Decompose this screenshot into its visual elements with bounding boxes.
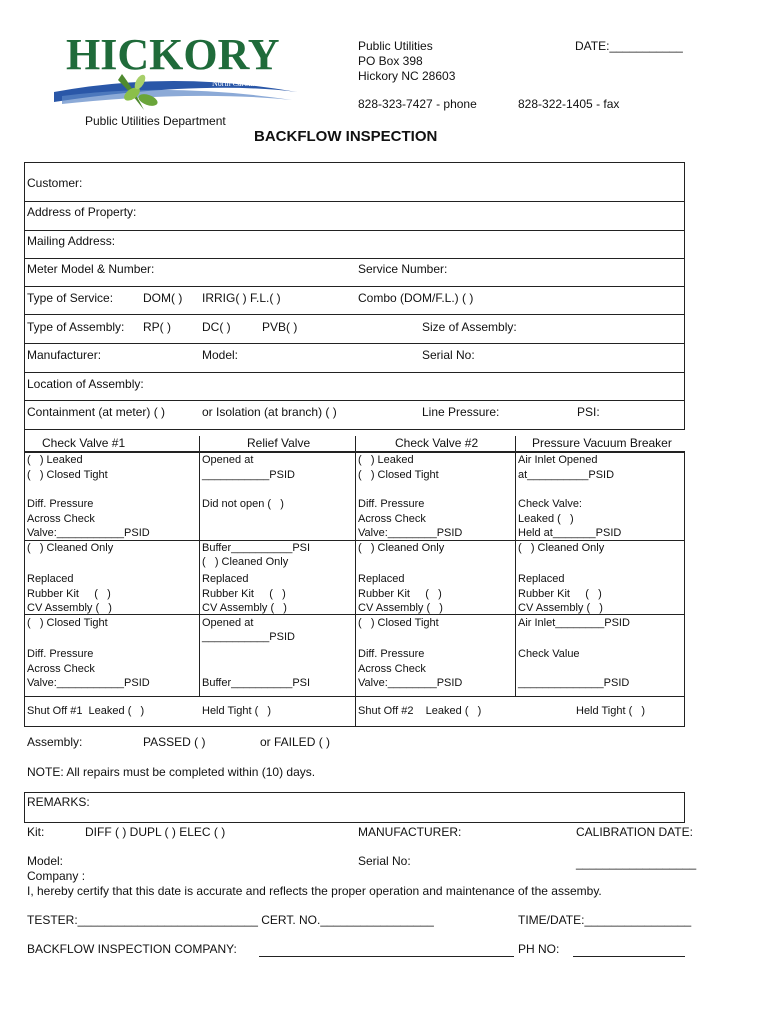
shutoff-2-cell[interactable]: Shut Off #2 Leaked ( ) xyxy=(358,705,482,717)
rp-checkbox[interactable]: RP( ) xyxy=(143,320,171,334)
inspection-company-line[interactable] xyxy=(259,956,514,957)
kit-manufacturer-field[interactable]: MANUFACTURER: xyxy=(358,825,462,839)
mailing-address-field[interactable]: Mailing Address: xyxy=(27,234,116,248)
hickory-logo xyxy=(52,30,302,112)
logo-wordmark: HICKORY xyxy=(66,30,280,79)
header-pressure-vacuum-breaker: Pressure Vacuum Breaker xyxy=(532,436,672,450)
cv1-row1-cell[interactable]: ( ) Leaked ( ) Closed Tight xyxy=(27,454,108,481)
dom-checkbox[interactable]: DOM( ) xyxy=(143,291,183,305)
model-field[interactable]: Model: xyxy=(202,348,239,362)
remarks-box[interactable] xyxy=(24,792,685,823)
service-number-field[interactable]: Service Number: xyxy=(358,262,448,276)
shutoff-1-held-cell[interactable]: Held Tight ( ) xyxy=(202,705,272,717)
phone-number: 828-323-7427 - phone xyxy=(358,97,477,111)
logo-region: North Carolina xyxy=(212,79,261,88)
irrig-fl-checkbox[interactable]: IRRIG( ) F.L.( ) xyxy=(202,291,281,305)
relief-row3-cell[interactable]: Replaced Rubber Kit ( ) CV Assembly ( ) Opened at ___________PSID xyxy=(202,573,295,643)
company-field[interactable]: Company : xyxy=(27,869,86,883)
ph-no-line[interactable] xyxy=(573,956,685,957)
relief-row2-cell[interactable]: Did not open ( ) Buffer__________PSI ( ) Cleaned Only xyxy=(202,498,311,568)
manufacturer-field[interactable]: Manufacturer: xyxy=(27,348,102,362)
cv2-row4-cell[interactable]: Diff. Pressure Across Check Valve:________PSID xyxy=(358,648,463,689)
assembly-label: Assembly: xyxy=(27,735,83,749)
certification-statement: I, hereby certify that this date is accurate and reflects the proper operation and maintenance of the assemby. xyxy=(27,884,602,898)
time-date-field[interactable]: TIME/DATE:________________ xyxy=(518,913,692,927)
pvb-row2-cell[interactable]: Check Valve: Leaked ( ) Held at_______PSID ( ) Cleaned Only xyxy=(518,498,622,554)
line-pressure-field[interactable]: Line Pressure: xyxy=(422,405,500,419)
failed-checkbox[interactable]: or FAILED ( ) xyxy=(260,735,331,749)
date-field[interactable]: DATE:___________ xyxy=(575,39,683,53)
address-line-3: Hickory NC 28603 xyxy=(358,69,456,83)
calibration-date-field[interactable]: __________________ xyxy=(576,856,697,870)
inspection-company-label: BACKFLOW INSPECTION COMPANY: xyxy=(27,942,237,956)
department-label: Public Utilities Department xyxy=(85,114,226,128)
cv1-row2-cell[interactable]: Diff. Pressure Across Check Valve:___________PSID ( ) Cleaned Only xyxy=(27,498,150,554)
kit-serial-field[interactable]: Serial No: xyxy=(358,854,411,868)
fax-number: 828-322-1405 - fax xyxy=(518,97,620,111)
header-check-valve-1: Check Valve #1 xyxy=(42,436,126,450)
dc-checkbox[interactable]: DC( ) xyxy=(202,320,231,334)
kit-label: Kit: xyxy=(27,825,45,839)
shutoff-1-cell[interactable]: Shut Off #1 Leaked ( ) xyxy=(27,705,145,717)
form-title: BACKFLOW INSPECTION xyxy=(254,128,438,145)
address-line-2: PO Box 398 xyxy=(358,54,423,68)
isolation-checkbox[interactable]: or Isolation (at branch) ( ) xyxy=(202,405,337,419)
psi-field[interactable]: PSI: xyxy=(577,405,600,419)
customer-box xyxy=(24,162,685,202)
property-address-field[interactable]: Address of Property: xyxy=(27,205,137,219)
cv1-row3-cell[interactable]: Replaced Rubber Kit ( ) CV Assembly ( ) ( ) Closed Tight xyxy=(27,573,112,629)
size-of-assembly-field[interactable]: Size of Assembly: xyxy=(422,320,517,334)
relief-row4-cell[interactable]: Buffer__________PSI xyxy=(202,677,311,689)
combo-checkbox[interactable]: Combo (DOM/F.L.) ( ) xyxy=(358,291,474,305)
containment-checkbox[interactable]: Containment (at meter) ( ) xyxy=(27,405,166,419)
pvb-checkbox[interactable]: PVB( ) xyxy=(262,320,298,334)
cv2-row2-cell[interactable]: Diff. Pressure Across Check Valve:________PSID ( ) Cleaned Only xyxy=(358,498,463,554)
location-field[interactable]: Location of Assembly: xyxy=(27,377,144,391)
cv1-row4-cell[interactable]: Diff. Pressure Across Check Valve:___________PSID xyxy=(27,648,150,689)
pvb-row1-cell[interactable]: Air Inlet Opened at__________PSID xyxy=(518,454,615,481)
customer-field[interactable]: Customer: xyxy=(27,176,83,190)
cv2-row3-cell[interactable]: Replaced Rubber Kit ( ) CV Assembly ( ) ( ) Closed Tight xyxy=(358,573,443,629)
relief-row1-cell[interactable]: Opened at ___________PSID xyxy=(202,454,295,481)
repair-note: NOTE: All repairs must be completed within (10) days. xyxy=(27,765,316,779)
calibration-date-label: CALIBRATION DATE: xyxy=(576,825,693,839)
meter-model-field[interactable]: Meter Model & Number: xyxy=(27,262,155,276)
ph-no-label: PH NO: xyxy=(518,942,560,956)
kit-model-field[interactable]: Model: xyxy=(27,854,64,868)
kit-options[interactable]: DIFF ( ) DUPL ( ) ELEC ( ) xyxy=(85,825,226,839)
cv2-row1-cell[interactable]: ( ) Leaked ( ) Closed Tight xyxy=(358,454,439,481)
tester-cert-fields[interactable]: TESTER:___________________________ CERT. NO._________________ xyxy=(27,913,434,927)
shutoff-2-held-cell[interactable]: Held Tight ( ) xyxy=(576,705,646,717)
header-check-valve-2: Check Valve #2 xyxy=(395,436,479,450)
address-line-1: Public Utilities xyxy=(358,39,433,53)
passed-checkbox[interactable]: PASSED ( ) xyxy=(143,735,206,749)
pvb-row3-cell[interactable]: Replaced Rubber Kit ( ) CV Assembly ( ) Air Inlet________PSID xyxy=(518,573,630,629)
pvb-row4-cell[interactable]: Check Value ______________PSID xyxy=(518,648,630,689)
header-relief-valve: Relief Valve xyxy=(247,436,311,450)
serial-no-field[interactable]: Serial No: xyxy=(422,348,475,362)
remarks-label: REMARKS: xyxy=(27,795,90,809)
type-of-service-label: Type of Service: xyxy=(27,291,114,305)
type-of-assembly-label: Type of Assembly: xyxy=(27,320,125,334)
